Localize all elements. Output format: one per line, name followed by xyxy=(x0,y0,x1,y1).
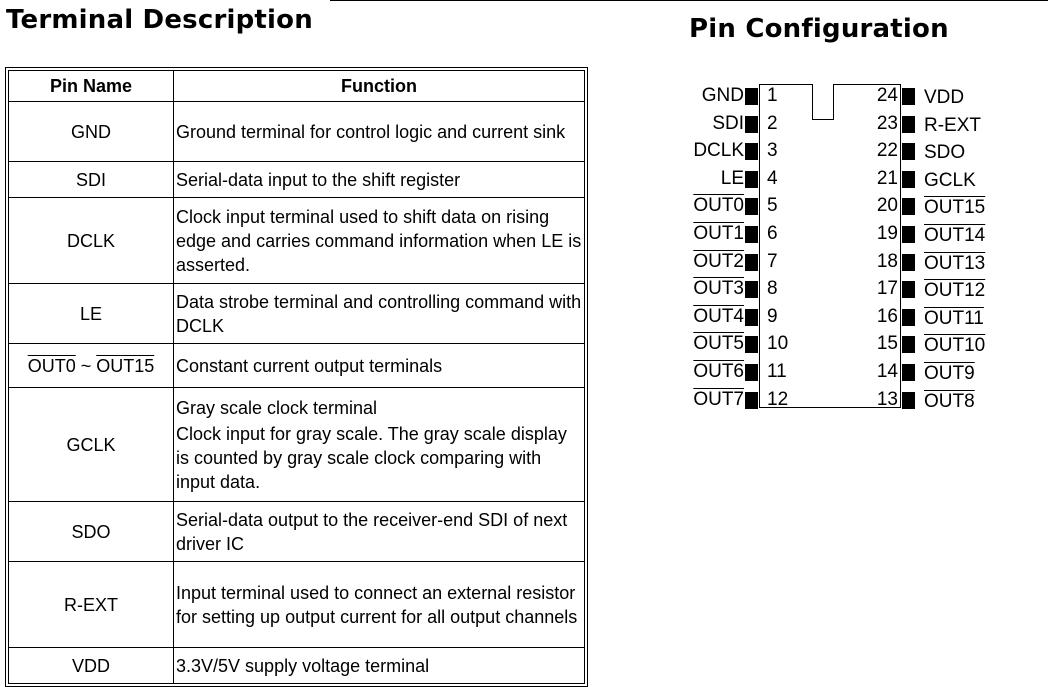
pin-left-number: 2 xyxy=(767,113,778,134)
pin-right-number: 14 xyxy=(876,361,898,382)
table-row xyxy=(9,284,585,344)
pin-right-number: 17 xyxy=(876,278,898,299)
pin-pad-right xyxy=(902,116,915,133)
pin-right-label: OUT14 xyxy=(924,225,986,246)
function-text: Data strobe terminal and controlling command with DCLK xyxy=(176,291,582,336)
pin-left-number: 6 xyxy=(767,223,778,244)
pin-pad-left xyxy=(745,392,758,409)
function-text: Serial-data input to the shift register xyxy=(176,169,461,190)
pin-left-label: OUT3 xyxy=(693,278,744,299)
header-function: Function xyxy=(174,71,585,102)
pin-pad-left xyxy=(745,143,758,160)
pin-pad-right xyxy=(902,336,915,353)
pin-name-cell xyxy=(9,344,174,388)
pin-pad-right xyxy=(902,143,915,160)
pin-left-number: 3 xyxy=(767,140,778,161)
pin-left-number: 7 xyxy=(767,251,778,272)
pin-out-first: OUT0 xyxy=(27,355,76,376)
pin-left-number: 10 xyxy=(767,333,789,354)
pin-pad-left xyxy=(745,226,758,243)
pin-right-label: OUT12 xyxy=(924,280,986,301)
pin-pad-right xyxy=(902,226,915,243)
header-pin-name: Pin Name xyxy=(9,71,174,102)
pin-left-label: OUT4 xyxy=(693,306,744,327)
pin-left-number: 11 xyxy=(767,361,787,382)
function-cell xyxy=(174,344,585,388)
pin-right-label: OUT13 xyxy=(924,253,986,274)
function-text: Constant current output terminals xyxy=(176,355,443,376)
pin-left-label: OUT2 xyxy=(693,251,744,272)
pin-left-number: 1 xyxy=(767,85,778,106)
function-text: 3.3V/5V supply voltage terminal xyxy=(176,655,430,676)
pin-right-number: 20 xyxy=(876,195,898,216)
pin-right-label: GCLK xyxy=(924,170,976,191)
pin-name-cell: R-EXT xyxy=(9,562,174,648)
function-text: Ground terminal for control logic and current sink xyxy=(176,121,566,142)
pin-left-label: OUT1 xyxy=(693,223,744,244)
pin-name-cell: SDI xyxy=(9,162,174,198)
function-text: Gray scale clock terminal xyxy=(176,397,378,418)
pin-right-label: OUT11 xyxy=(924,308,984,329)
pin-pad-left xyxy=(745,116,758,133)
pin-pad-left xyxy=(745,88,758,105)
pin-right-number: 24 xyxy=(876,85,898,106)
function-cell xyxy=(174,102,585,162)
pin-left-number: 12 xyxy=(767,389,789,410)
pin-name-cell: GCLK xyxy=(9,388,174,502)
pin-right-label: OUT9 xyxy=(924,363,975,384)
pin-name-cell: GND xyxy=(9,102,174,162)
pin-left-label: OUT6 xyxy=(693,361,744,382)
table-row xyxy=(9,162,585,198)
function-cell xyxy=(174,284,585,344)
pin-pad-right xyxy=(902,364,915,381)
pin-pad-left xyxy=(745,281,758,298)
function-cell xyxy=(174,502,585,562)
table-row xyxy=(9,648,585,684)
pin-name-cell: VDD xyxy=(9,648,174,684)
pin-left-label: LE xyxy=(720,168,744,189)
pin-pad-left xyxy=(745,254,758,271)
pin-pad-right xyxy=(902,171,915,188)
pin-left-number: 9 xyxy=(767,306,778,327)
pin-right-label: OUT15 xyxy=(924,197,986,218)
table-row xyxy=(9,344,585,388)
pin-pad-right xyxy=(902,88,915,105)
function-text: Clock input terminal used to shift data on rising edge and carries command information when LE is asserted. xyxy=(176,206,582,275)
pin-left-label: OUT0 xyxy=(693,195,744,216)
pin-right-number: 15 xyxy=(876,333,898,354)
pin-right-number: 19 xyxy=(876,223,898,244)
pin-name-cell: DCLK xyxy=(9,198,174,284)
terminal-table-frame xyxy=(5,67,588,687)
pin-pad-right xyxy=(902,392,915,409)
pin-pad-right xyxy=(902,281,915,298)
pin-left-number: 5 xyxy=(767,195,778,216)
pin-name-cell: LE xyxy=(9,284,174,344)
table-row xyxy=(9,198,585,284)
pin-left-label: SDI xyxy=(712,113,744,134)
function-cell xyxy=(174,562,585,648)
function-cell xyxy=(174,388,585,502)
pin-range-separator: ~ xyxy=(75,355,97,376)
table-row xyxy=(9,388,585,502)
pin-right-number: 18 xyxy=(876,251,898,272)
table-row xyxy=(9,562,585,648)
pin-right-label: OUT8 xyxy=(924,391,975,412)
pin-pad-right xyxy=(902,309,915,326)
table-header-row xyxy=(9,71,585,102)
function-text: Input terminal used to connect an external resistor for setting up output current for all output channels xyxy=(176,582,578,627)
pin-pad-right xyxy=(902,198,915,215)
pin-left-label: OUT7 xyxy=(693,389,744,410)
pin-left-label: DCLK xyxy=(693,140,744,161)
function-cell xyxy=(174,648,585,684)
pin-pad-right xyxy=(902,254,915,271)
pin-right-number: 13 xyxy=(876,389,898,410)
pin-right-number: 21 xyxy=(876,168,898,189)
function-cell xyxy=(174,162,585,198)
pin-pad-left xyxy=(745,171,758,188)
pin-left-label: GND xyxy=(701,85,744,106)
pin-pad-left xyxy=(745,198,758,215)
pin-right-number: 16 xyxy=(876,306,898,327)
function-text: Serial-data output to the receiver-end SDI of next driver IC xyxy=(176,509,568,554)
pin-name-cell: SDO xyxy=(9,502,174,562)
pin-configuration-title: Pin Configuration xyxy=(689,14,949,44)
table-row xyxy=(9,502,585,562)
pin-right-label: OUT10 xyxy=(924,335,986,356)
pin-pad-left xyxy=(745,336,758,353)
pin-right-label: R-EXT xyxy=(924,115,981,136)
pin-right-number: 23 xyxy=(876,113,898,134)
ic-orientation-notch xyxy=(812,84,834,120)
pin-left-label: OUT5 xyxy=(693,333,744,354)
pin-out-last: OUT15 xyxy=(96,355,155,376)
pin-right-label: SDO xyxy=(924,142,966,163)
pin-pad-left xyxy=(745,309,758,326)
function-text: Clock input for gray scale. The gray scale display is counted by gray scale clock comparing with input data. xyxy=(176,423,567,492)
terminal-description-title: Terminal Description xyxy=(6,5,313,35)
top-rule xyxy=(330,0,1048,1)
function-cell xyxy=(174,198,585,284)
pin-right-label: VDD xyxy=(924,87,965,108)
terminal-table xyxy=(8,70,585,684)
table-row xyxy=(9,102,585,162)
pin-left-number: 8 xyxy=(767,278,778,299)
pin-left-number: 4 xyxy=(767,168,778,189)
pin-pad-left xyxy=(745,364,758,381)
pin-right-number: 22 xyxy=(876,140,898,161)
